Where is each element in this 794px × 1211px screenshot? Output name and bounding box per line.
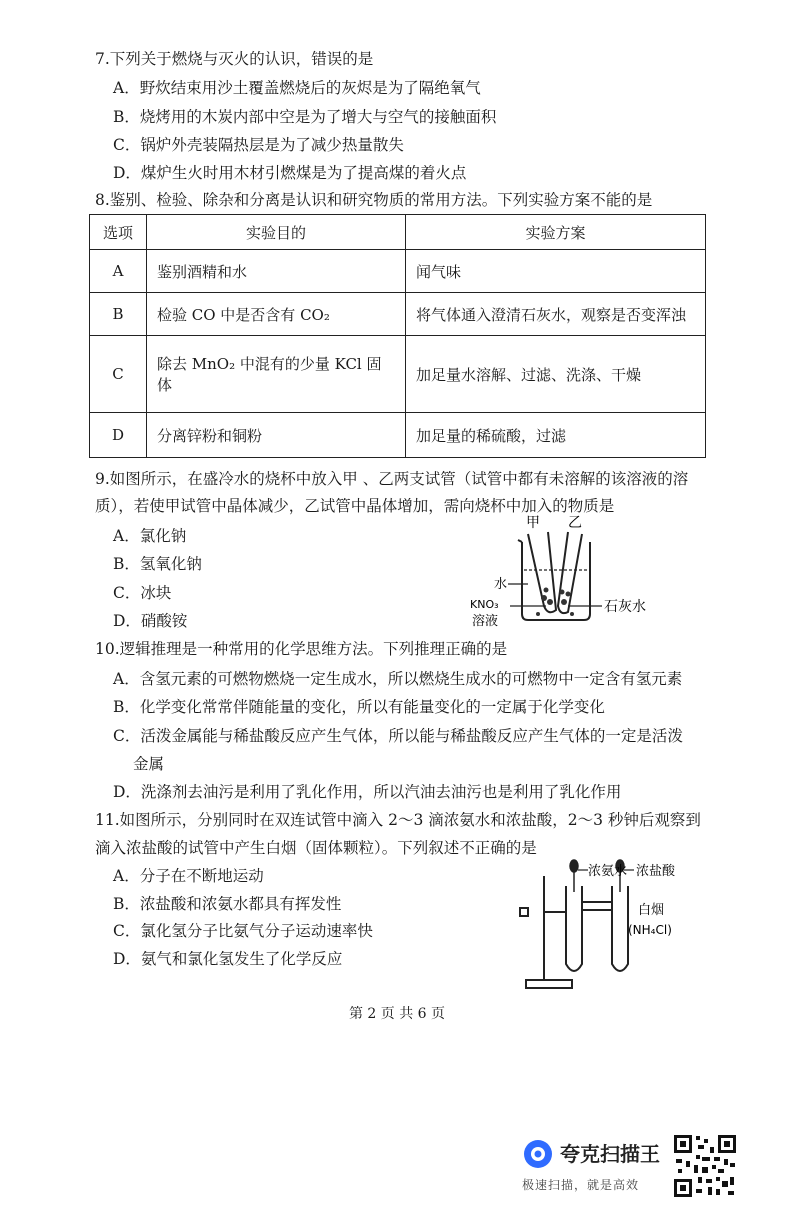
q11-option-b: B．浓盐酸和浓氨水都具有挥发性 (113, 895, 342, 913)
row-option: B (90, 293, 147, 336)
header-purpose: 实验目的 (147, 215, 406, 250)
double-test-tube (566, 886, 628, 971)
label-limewater: 石灰水 (604, 599, 646, 615)
table-row (90, 250, 706, 293)
q7-option-b: B．烧烤用的木炭内部中空是为了增大与空气的接触面积 (113, 108, 497, 126)
row-purpose: 除去 MnO₂ 中混有的少量 KCl 固体 (147, 336, 406, 413)
label-kno3: KNO₃ (470, 598, 499, 611)
q11-double-tube-figure (516, 856, 706, 992)
iron-stand (520, 876, 572, 988)
row-purpose: 分离锌粉和铜粉 (147, 413, 406, 458)
q10-option-d: D．洗涤剂去油污是利用了乳化作用，所以汽油去油污也是利用了乳化作用 (113, 783, 622, 801)
label-hcl: 浓盐酸 (636, 864, 676, 879)
q10-option-c-cont: 金属 (133, 755, 165, 773)
q10-option-a: A．含氢元素的可燃物燃烧一定生成水，所以燃烧生成水的可燃物中一定含有氢元素 (113, 670, 683, 688)
q10-stem: 10.逻辑推理是一种常用的化学思维方法。下列推理正确的是 (95, 640, 508, 658)
qr-code-icon (672, 1133, 738, 1199)
q9-option-a: A．氯化钠 (113, 527, 187, 545)
table-row (90, 293, 706, 336)
table-header-row (90, 215, 706, 250)
label-jia: 甲 (526, 515, 540, 531)
q9-stem-line1: 9.如图所示，在盛冷水的烧杯中放入甲 、乙两支试管（试管中都有未溶解的该溶液的溶 (95, 470, 689, 488)
brand-slogan: 极速扫描，就是高效 (522, 1178, 640, 1192)
header-plan: 实验方案 (406, 215, 706, 250)
q9-beaker-figure (468, 514, 668, 632)
row-option: C (90, 336, 147, 413)
label-nh4cl: (NH₄Cl) (628, 923, 672, 937)
label-yi: 乙 (568, 515, 582, 531)
row-plan: 加足量水溶解、过滤、洗涤、干燥 (406, 336, 706, 413)
row-purpose: 检验 CO 中是否含有 CO₂ (147, 293, 406, 336)
q9-option-d: D．硝酸铵 (113, 612, 188, 630)
label-solution: 溶液 (472, 614, 499, 629)
row-plan: 闻气味 (406, 250, 706, 293)
q9-option-b: B．氢氧化钠 (113, 555, 202, 573)
q10-option-b: B．化学变化常常伴随能量的变化，所以有能量变化的一定属于化学变化 (113, 698, 605, 716)
q11-option-c: C．氯化氢分子比氨气分子运动速率快 (113, 922, 373, 940)
q9-stem-line2: 质），若使甲试管中晶体减少，乙试管中晶体增加，需向烧杯中加入的物质是 (95, 497, 615, 515)
q11-stem-line2: 滴入浓盐酸的试管中产生白烟（固体颗粒）。下列叙述不正确的是 (95, 839, 537, 857)
q11-option-d: D．氨气和氯化氢发生了化学反应 (113, 950, 343, 968)
table-row (90, 413, 706, 458)
q11-option-a: A．分子在不断地运动 (113, 867, 264, 885)
row-plan: 加足量的稀硫酸，过滤 (406, 413, 706, 458)
q7-option-c: C．锅炉外壳装隔热层是为了减少热量散失 (113, 136, 404, 154)
q9-option-c: C．冰块 (113, 584, 172, 602)
page-number: 第 2 页 共 6 页 (348, 1006, 446, 1022)
row-option: A (90, 250, 147, 293)
label-ammonia: 浓氨水 (588, 864, 628, 879)
q10-option-c: C．活泼金属能与稀盐酸反应产生气体，所以能与稀盐酸反应产生气体的一定是活泼 (113, 727, 683, 745)
brand-name: 夸克扫描王 (560, 1142, 660, 1166)
row-purpose: 鉴别酒精和水 (147, 250, 406, 293)
q7-stem: 7.下列关于燃烧与灭火的认识，错误的是 (95, 50, 374, 68)
row-plan: 将气体通入澄清石灰水，观察是否变浑浊 (406, 293, 706, 336)
row-option: D (90, 413, 147, 458)
scanner-logo-icon (522, 1138, 554, 1170)
table-row (90, 336, 706, 413)
q8-stem: 8.鉴别、检验、除杂和分离是认识和研究物质的常用方法。下列实验方案不能的是 (95, 191, 653, 209)
q11-stem-line1: 11.如图所示，分别同时在双连试管中滴入 2～3 滴浓氨水和浓盐酸，2～3 秒钟后观察到 (95, 811, 701, 829)
q7-option-d: D．煤炉生火时用木材引燃煤是为了提高煤的着火点 (113, 164, 467, 182)
label-smoke: 白烟 (638, 903, 665, 918)
q8-table (89, 214, 706, 458)
label-water: 水 (494, 577, 508, 592)
header-option: 选项 (90, 215, 147, 250)
q7-option-a: A．野炊结束用沙土覆盖燃烧后的灰烬是为了隔绝氧气 (113, 79, 481, 97)
